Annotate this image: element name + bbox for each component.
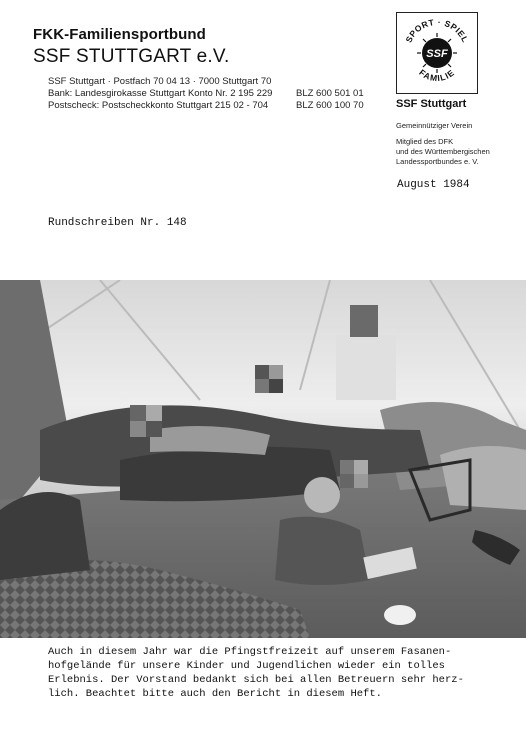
caption-line: lich. Beachtet bitte auch den Bericht in diesem Heft.: [48, 688, 382, 700]
club-name: SSF Stuttgart: [396, 98, 467, 110]
logo-arc-top: SPORT · SPIEL: [403, 16, 471, 45]
logo-center-text: SSF: [426, 48, 448, 60]
club-status: Gemeinnütziger Verein: [396, 121, 473, 130]
newsletter-number: Rundschreiben Nr. 148: [48, 217, 187, 229]
club-logo: [396, 12, 478, 94]
tent-photo: [0, 280, 526, 638]
bank-code-1: BLZ 600 501 01: [296, 88, 364, 99]
bank-code-2: BLZ 600 100 70: [296, 100, 364, 111]
caption-line: Erlebnis. Der Vorstand bedankt sich bei allen Betreuern sehr herz-: [48, 674, 464, 686]
caption-line: hofgelände für unsere Kinder und Jugendlichen wieder ein tolles: [48, 660, 445, 672]
address-line-bank: Bank: Landesgirokasse Stuttgart Konto Nr. 2 195 229: [48, 88, 273, 99]
photo-caption: [48, 645, 518, 701]
logo-arc-bottom: FAMILIE: [417, 67, 457, 84]
tent-photo-image: [0, 280, 526, 638]
logo-emblem: [397, 13, 477, 93]
membership-line-3: Landessportbundes e. V.: [396, 157, 479, 166]
org-name-line1: FKK-Familiensportbund: [33, 26, 206, 43]
address-line-postscheck: Postscheck: Postscheckkonto Stuttgart 215 02 - 704: [48, 100, 269, 111]
address-line-postal: SSF Stuttgart · Postfach 70 04 13 · 7000 Stuttgart 70: [48, 76, 272, 87]
caption-line: Auch in diesem Jahr war die Pfingstfreizeit auf unserem Fasanen-: [48, 646, 452, 658]
org-name-line2: SSF STUTTGART e.V.: [33, 46, 230, 67]
membership-line-1: Mitglied des DFK: [396, 137, 454, 146]
document-date: August 1984: [397, 179, 470, 191]
membership-line-2: und des Württembergischen: [396, 147, 490, 156]
